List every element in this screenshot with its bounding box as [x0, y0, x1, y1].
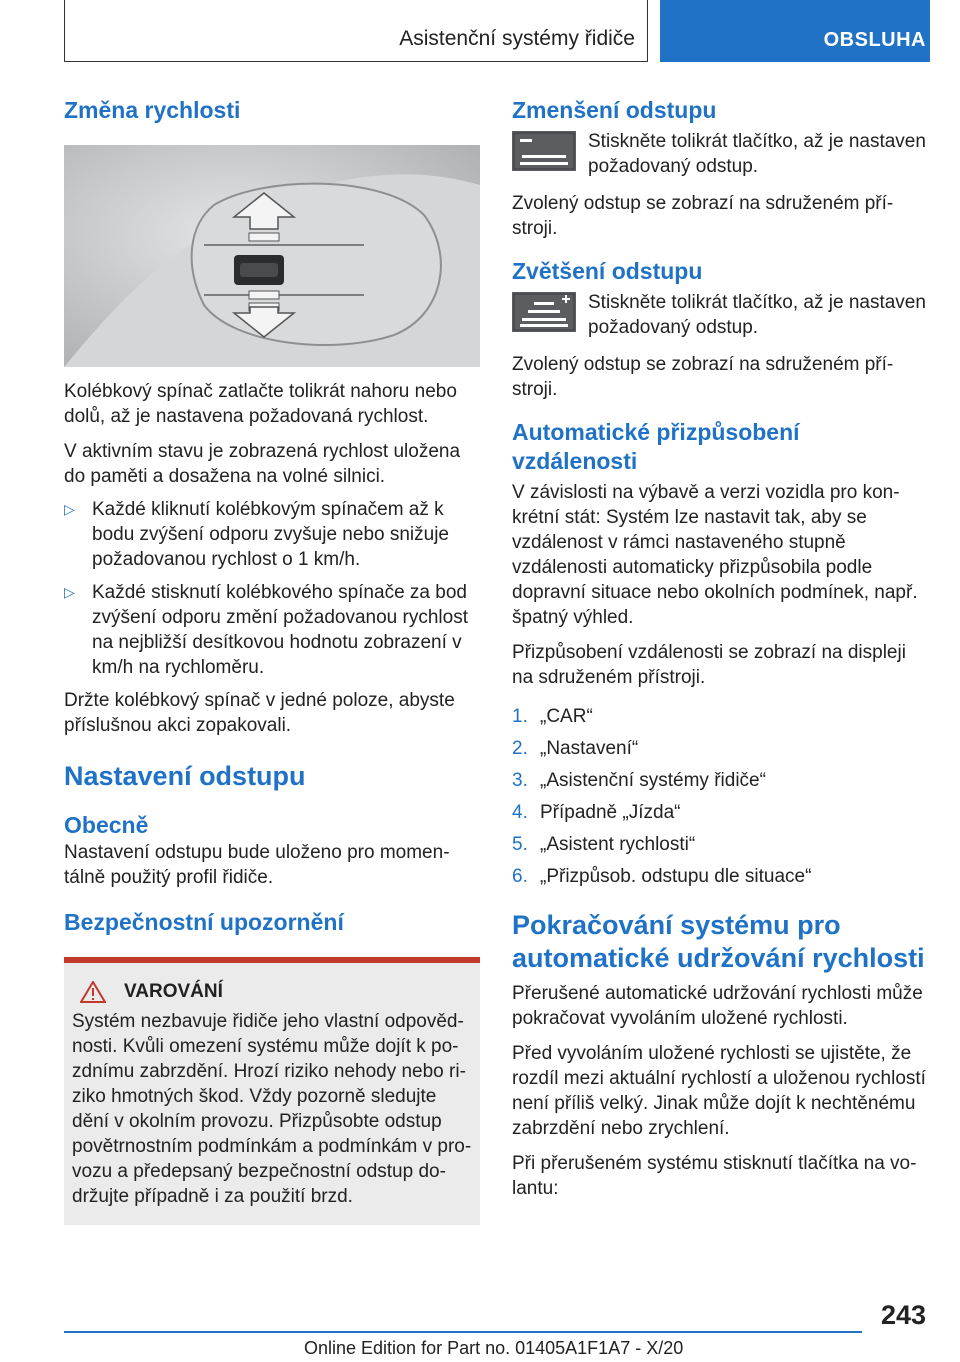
page-header	[64, 0, 930, 64]
increase-note: Zvolený odstup se zobrazí na sdruženém přístroji.	[512, 354, 894, 400]
heading-general: Obecně	[64, 812, 149, 838]
step-text: „CAR“	[540, 706, 593, 727]
triangle-bullet-icon: ▷	[64, 501, 75, 517]
warning-label: VAROVÁNÍ	[124, 981, 223, 1002]
bullet-list	[64, 497, 480, 680]
para-distance-profile: Nastavení odstupu bude uloženo pro momentálně použitý profil řidiče.	[64, 842, 450, 888]
warning-text: Systém nezbavuje řidiče jeho vlastní odpovědnosti. Kvůli omezení systému může dojít k pozdnímu zabrzdění. Hrozí riziko nehody nebo riziko hmotných škod. Vždy pozorně sledujte dění v okolním provozu. Přizpůsobte odstup povětrnostním podmínkám a podmínkám v provozu a předepsaný bezpečnostní odstup dodržujte případně i za použití brzd.	[72, 1011, 472, 1207]
heading-safety-notes: Bezpečnostní upozornění	[64, 909, 344, 935]
heading-speed-change: Změna rychlosti	[64, 97, 241, 123]
para-active-state: V aktivním stavu je zobrazená rychlost uložena do paměti a dosažena na volné silnici.	[64, 441, 461, 487]
list-item	[512, 736, 928, 761]
list-item	[512, 800, 928, 825]
step-text: „Přizpůsob. odstupu dle situace“	[540, 866, 812, 887]
list-item	[512, 832, 928, 857]
left-column	[64, 96, 480, 1225]
section-title: Asistenční systémy řidiče	[399, 27, 635, 50]
para-resume-3: Při přerušeném systému stisknutí tlačítka na volantu:	[512, 1153, 917, 1199]
page-number: 243	[880, 1300, 926, 1330]
step-text: „Asistenční systémy řidiče“	[540, 770, 766, 791]
para-resume-1: Přerušené automatické udržování rychlosti může pokračovat vyvoláním uložené rychlosti.	[512, 983, 923, 1029]
list-item	[512, 768, 928, 793]
rocker-switch-figure	[64, 145, 480, 367]
para-resume-2: Před vyvoláním uložené rychlosti se ujistěte, že rozdíl mezi aktuální rychlostí a uloženou rychlostí není příliš velký. Jinak může dojít k nechtěnému zabrzdění nebo zrychlení.	[512, 1043, 926, 1139]
step-text: Případně „Jízda“	[540, 802, 681, 823]
list-item	[64, 580, 480, 680]
step-number: 5.	[512, 834, 528, 855]
decrease-note: Zvolený odstup se zobrazí na sdruženém přístroji.	[512, 193, 894, 239]
step-number: 2.	[512, 738, 528, 759]
header-box	[64, 0, 648, 62]
para-auto-distance: V závislosti na výbavě a verzi vozidla pro konkrétní stát: Systém lze nastavit tak, aby se vzdálenost v rámci nastaveného stupně vzdálenosti automaticky přizpůsobila podle dopravní situace nebo okolních podmínek, např. špatný výhled.	[512, 482, 918, 628]
steering-wheel-rocker-illustration	[64, 145, 480, 367]
heading-resume-cruise: Pokračování systému pro automatické udržování rychlosti	[512, 910, 925, 973]
heading-decrease-distance: Zmenšení odstupu	[512, 97, 717, 123]
step-number: 6.	[512, 866, 528, 887]
decrease-instruction: Stiskněte tolikrát tlačítko, až je nastaven požadovaný odstup.	[588, 131, 926, 177]
step-number: 3.	[512, 770, 528, 791]
warning-triangle-icon	[80, 981, 106, 1003]
increase-button-row	[512, 290, 928, 340]
warning-header	[80, 981, 472, 1003]
heading-increase-distance: Zvětšení odstupu	[512, 258, 703, 284]
distance-increase-button-icon	[512, 292, 576, 332]
step-number: 1.	[512, 706, 528, 727]
list-item	[512, 704, 928, 729]
list-item	[512, 864, 928, 889]
step-number: 4.	[512, 802, 528, 823]
chapter-tab-label: OBSLUHA	[823, 29, 926, 51]
step-text: „Nastavení“	[540, 738, 639, 759]
triangle-bullet-icon: ▷	[64, 584, 75, 600]
increase-instruction: Stiskněte tolikrát tlačítko, až je nastaven požadovaný odstup.	[588, 292, 926, 338]
bullet-text: Každé kliknutí kolébkovým spínačem až k bodu zvýšení odporu zvyšuje nebo snižuje požadovanou rychlost o 1 km/h.	[92, 499, 450, 570]
right-column	[512, 96, 928, 1201]
decrease-button-row	[512, 129, 928, 179]
bullet-text: Každé stisknutí kolébkového spínače za bod zvýšení odporu změní požadovanou rychlost na nejbližší desítkovou hodnotu zobrazení v km/h na rychloměru.	[92, 582, 468, 678]
steps-list	[512, 704, 928, 889]
para-rocker-instructions: Kolébkový spínač zatlačte tolikrát nahoru nebo dolů, až je nastavena požadovaná rychlost.	[64, 381, 457, 427]
para-auto-display: Přizpůsobení vzdálenosti se zobrazí na displeji na sdruženém přístroji.	[512, 642, 906, 688]
heading-distance-setting: Nastavení odstupu	[64, 761, 306, 791]
distance-decrease-button-icon	[512, 131, 576, 171]
para-hold-switch: Držte kolébkový spínač v jedné poloze, abyste příslušnou akci zopakovali.	[64, 690, 455, 736]
chapter-tab	[660, 0, 930, 62]
list-item	[64, 497, 480, 572]
edition-text: Online Edition for Part no. 01405A1F1A7 - X/20	[304, 1338, 684, 1358]
heading-auto-distance: Automatické přizpůsobení vzdálenosti	[512, 419, 800, 474]
warning-box	[64, 957, 480, 1225]
footer-divider	[64, 1331, 862, 1333]
step-text: „Asistent rychlosti“	[540, 834, 696, 855]
